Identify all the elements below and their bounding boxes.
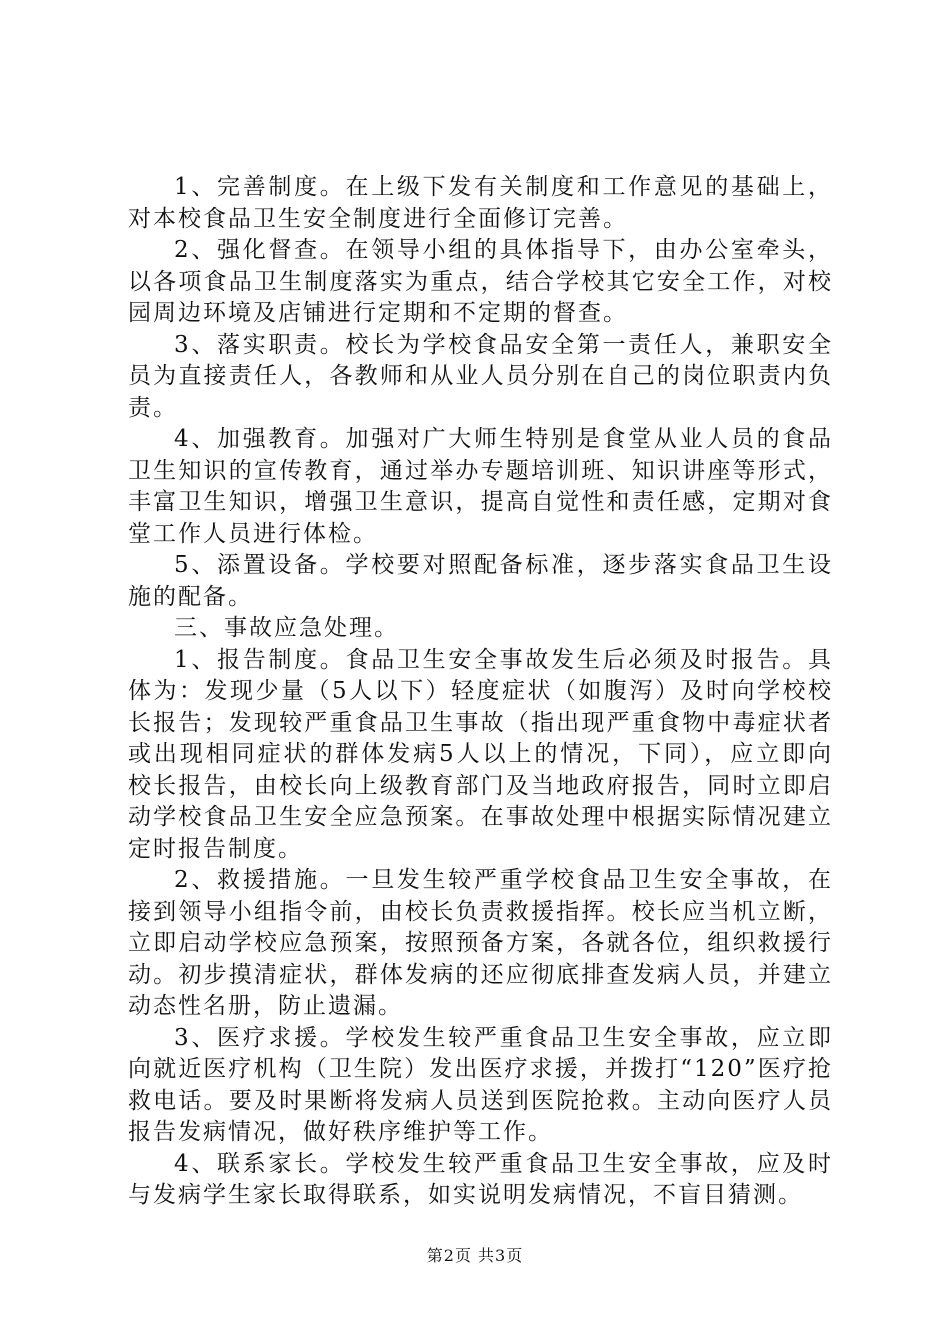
paragraph-5: 5、添置设备。学校要对照配备标准，逐步落实食品卫生设施的配备。: [128, 552, 833, 610]
paragraph-2: 2、强化督查。在领导小组的具体指导下，由办公室牵头，以各项食品卫生制度落实为重点，结合学校其它安全工作，对校园周边环境及店铺进行定期和不定期的督查。: [128, 237, 833, 326]
paragraph-9: 4、联系家长。学校发生较严重食品卫生安全事故，应及时与发病学生家长取得联系，如实说明发病情况，不盲目猜测。: [128, 1150, 833, 1208]
page-number-footer: 第2页 共3页: [426, 1246, 524, 1265]
paragraph-7: 2、救援措施。一旦发生较严重学校食品卫生安全事故，在接到领导小组指令前，由校长负责救援指挥。校长应当机立断，立即启动学校应急预案，按照预备方案，各就各位，组织救援行动。初步摸清症状，群体发病的还应彻底排查发病人员，并建立动态性名册，防止遗漏。: [128, 867, 833, 1019]
document-body: [128, 172, 833, 1212]
paragraph-6: 1、报告制度。食品卫生安全事故发生后必须及时报告。具体为：发现少量（5人以下）轻度症状（如腹泻）及时向学校校长报告；发现较严重食品卫生事故（指出现严重食物中毒症状者或出现相同症状的群体发病5人以上的情况，下同），应立即向校长报告，由校长向上级教育部门及当地政府报告，同时立即启动学校食品卫生安全应急预案。在事故处理中根据实际情况建立定时报告制度。: [128, 646, 833, 862]
paragraph-4: 4、加强教育。加强对广大师生特别是食堂从业人员的食品卫生知识的宣传教育，通过举办专题培训班、知识讲座等形式，丰富卫生知识，增强卫生意识，提高自觉性和责任感，定期对食堂工作人员进行体检。: [128, 426, 833, 547]
section-heading: 三、事故应急处理。: [174, 615, 399, 641]
paragraph-3: 3、落实职责。校长为学校食品安全第一责任人，兼职安全员为直接责任人，各教师和从业人员分别在自己的岗位职责内负责。: [128, 331, 833, 421]
paragraph-8: 3、医疗求援。学校发生较严重食品卫生安全事故，应立即向就近医疗机构（卫生院）发出医疗求援，并拨打“120”医疗抢救电话。要及时果断将发病人员送到医院抢救。主动向医疗人员报告发病情况，做好秩序维护等工作。: [128, 1024, 833, 1145]
paragraph-1: 1、完善制度。在上级下发有关制度和工作意见的基础上，对本校食品卫生安全制度进行全面修订完善。: [128, 174, 833, 232]
